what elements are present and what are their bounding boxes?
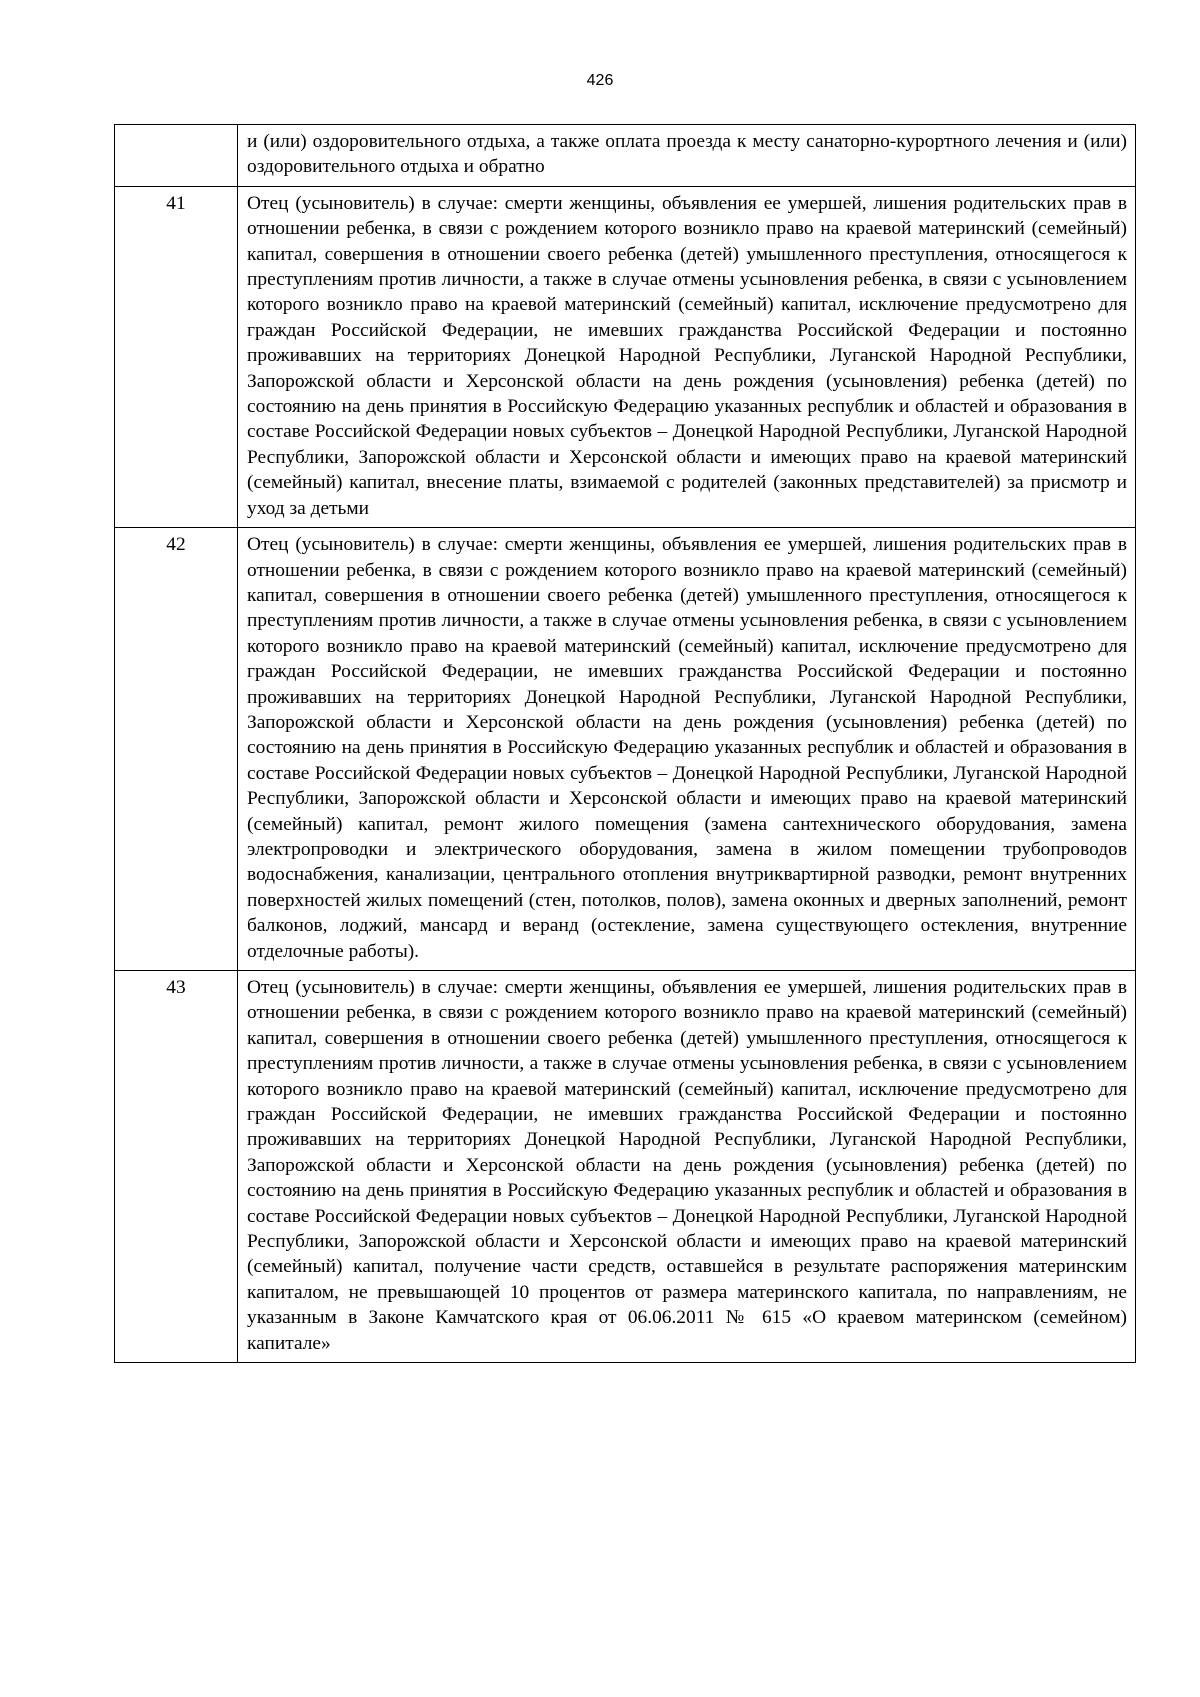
row-number-cell: 42 [115,528,238,971]
row-text-cell: Отец (усыновитель) в случае: смерти женщины, объявления ее умершей, лишения родительских прав в отношении ребенка, в связи с рождением которого возникло право на краевой материнский (семейный) капитал, совершения в отношении своего ребенка (детей) умышленного преступления, относящегося к преступлениям против личности, а также в случае отмены усыновления ребенка, в связи с усыновлением которого возникло право на краевой материнский (семейный) капитал, исключение предусмотрено для граждан Российской Федерации, не имевших гражданства Российской Федерации и постоянно проживавших на территориях Донецкой Народной Республики, Луганской Народной Республики, Запорожской области и Херсонской области на день рождения (усыновления) ребенка (детей) по состоянию на день принятия в Российскую Федерацию указанных республик и областей и образования в составе Российской Федерации новых субъектов – Донецкой Народной Республики, Луганской Народной Республики, Запорожской области и Херсонской области и имеющих право на краевой материнский (семейный) капитал, ремонт жилого помещения (замена сантехнического оборудования, замена электропроводки и электрического оборудования, замена в жилом помещении трубопроводов водоснабжения, канализации, центрального отопления внутриквартирной разводки, ремонт внутренних поверхностей жилых помещений (стен, потолков, полов), замена оконных и дверных заполнений, ремонт балконов, лоджий, мансард и веранд (остекление, замена существующего остекления, внутренние отделочные работы). [238,528,1136,971]
table-row [115,186,1136,527]
row-number-cell [115,125,238,187]
document-table [114,124,1136,1363]
row-number-cell: 41 [115,186,238,527]
table-row [115,125,1136,187]
row-text-cell: Отец (усыновитель) в случае: смерти женщины, объявления ее умершей, лишения родительских прав в отношении ребенка, в связи с рождением которого возникло право на краевой материнский (семейный) капитал, совершения в отношении своего ребенка (детей) умышленного преступления, относящегося к преступлениям против личности, а также в случае отмены усыновления ребенка, в связи с усыновлением которого возникло право на краевой материнский (семейный) капитал, исключение предусмотрено для граждан Российской Федерации, не имевших гражданства Российской Федерации и постоянно проживавших на территориях Донецкой Народной Республики, Луганской Народной Республики, Запорожской области и Херсонской области на день рождения (усыновления) ребенка (детей) по состоянию на день принятия в Российскую Федерацию указанных республик и областей и образования в составе Российской Федерации новых субъектов – Донецкой Народной Республики, Луганской Народной Республики, Запорожской области и Херсонской области и имеющих право на краевой материнский (семейный) капитал, получение части средств, оставшейся в результате распоряжения материнским капиталом, не превышающей 10 процентов от размера материнского капитала, по направлениям, не указанным в Законе Камчатского края от 06.06.2011 № 615 «О краевом материнском (семейном) капитале» [238,971,1136,1363]
row-number-cell: 43 [115,971,238,1363]
table-row [115,971,1136,1363]
row-text-cell: и (или) оздоровительного отдыха, а также оплата проезда к месту санаторно-курортного лечения и (или) оздоровительного отдыха и обратно [238,125,1136,187]
row-text-cell: Отец (усыновитель) в случае: смерти женщины, объявления ее умершей, лишения родительских прав в отношении ребенка, в связи с рождением которого возникло право на краевой материнский (семейный) капитал, совершения в отношении своего ребенка (детей) умышленного преступления, относящегося к преступлениям против личности, а также в случае отмены усыновления ребенка, в связи с усыновлением которого возникло право на краевой материнский (семейный) капитал, исключение предусмотрено для граждан Российской Федерации, не имевших гражданства Российской Федерации и постоянно проживавших на территориях Донецкой Народной Республики, Луганской Народной Республики, Запорожской области и Херсонской области на день рождения (усыновления) ребенка (детей) по состоянию на день принятия в Российскую Федерацию указанных республик и областей и образования в составе Российской Федерации новых субъектов – Донецкой Народной Республики, Луганской Народной Республики, Запорожской области и Херсонской области и имеющих право на краевой материнский (семейный) капитал, внесение платы, взимаемой с родителей (законных представителей) за присмотр и уход за детьми [238,186,1136,527]
page-number: 426 [586,72,614,89]
table-row [115,528,1136,971]
